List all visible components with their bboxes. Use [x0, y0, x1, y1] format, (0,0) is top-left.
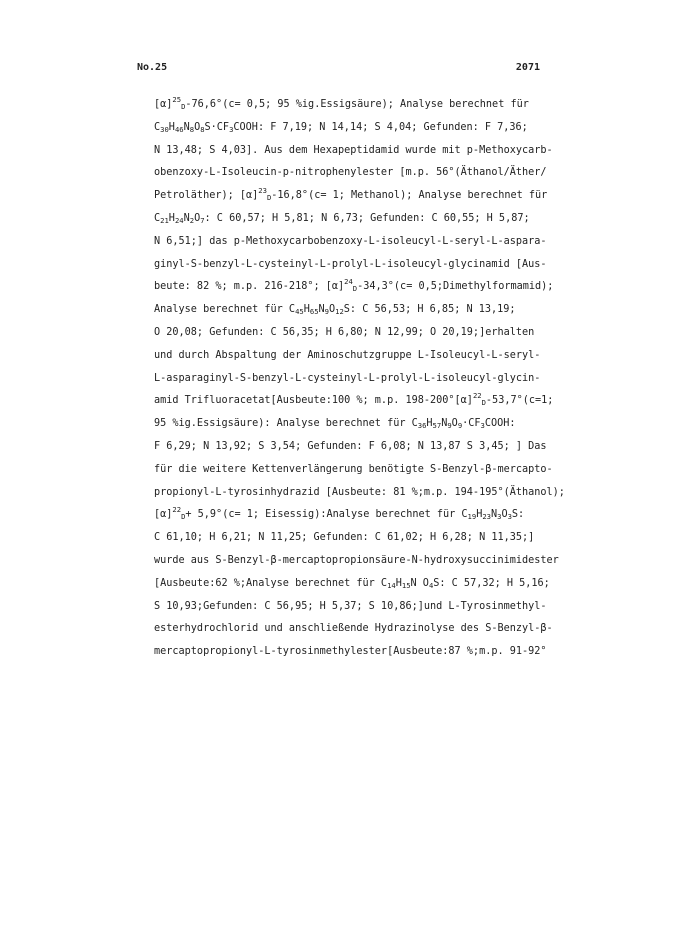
subscript: 45	[295, 307, 304, 317]
text-run: S:	[511, 509, 525, 521]
text-run: amid Trifluoracetat[Ausbeute:100 %; m.p. 198-200°[α]	[154, 395, 473, 407]
subscript: 3	[229, 124, 234, 134]
text-line	[154, 345, 554, 368]
text-line	[154, 413, 554, 436]
journal-issue-number: No.25	[137, 62, 168, 73]
text-line	[154, 117, 554, 140]
text-line	[154, 459, 554, 482]
subscript: D	[181, 102, 186, 111]
text-run: -16,8°(c= 1; Methanol); Analyse berechnet für	[271, 190, 548, 202]
text-run: O	[451, 418, 458, 430]
page-header	[137, 62, 540, 76]
text-run: wurde aus S-Benzyl-β-mercaptopropionsäure-N-hydroxysuccinimidester	[154, 554, 559, 566]
text-line	[154, 390, 554, 413]
text-run: + 5,9°(c= 1; Eisessig):Analyse berechnet für C	[185, 509, 468, 521]
text-line	[154, 573, 554, 596]
subscript: 12	[335, 307, 344, 317]
subscript: 9	[457, 421, 463, 431]
subscript: 2	[189, 215, 195, 225]
text-run: N O	[410, 577, 429, 589]
text-run: N	[183, 121, 190, 133]
text-line	[154, 299, 554, 322]
text-run: -76,6°(c= 0,5; 95 %ig.Essigsäure); Analyse berechnet für	[185, 99, 529, 110]
subscript: 8	[189, 124, 195, 134]
text-run: COOH:	[484, 418, 516, 430]
text-run: O	[194, 121, 201, 133]
text-run: N	[490, 509, 498, 521]
text-run: COOH: F 7,19; N 14,14; S 4,04; Gefunden: F 7,36;	[233, 121, 528, 133]
text-run: H	[303, 304, 310, 316]
text-run: S·CF	[204, 121, 230, 133]
subscript: D	[266, 193, 272, 203]
text-line	[154, 527, 554, 550]
superscript: 22	[172, 505, 182, 515]
superscript: 24	[344, 277, 353, 287]
subscript: D	[181, 512, 186, 522]
text-run: H	[426, 418, 433, 430]
text-run: ·CF	[462, 418, 481, 430]
superscript: 25	[172, 95, 182, 104]
subscript: 15	[401, 580, 411, 590]
text-run: für die weitere Kettenverlängerung benötigte S-Benzyl-β-mercapto-	[154, 463, 553, 475]
text-run: ginyl-S-benzyl-L-cysteinyl-L-prolyl-L-isoleucyl-glycinamid [Aus-	[154, 258, 547, 270]
text-run: 95 %ig.Essigsäure): Analyse berechnet für C	[154, 418, 418, 430]
text-run: L-asparaginyl-S-benzyl-L-cysteinyl-L-prolyl-L-isoleucyl-glycin-	[154, 372, 541, 384]
text-run: O	[501, 509, 508, 521]
subscript: 8	[200, 124, 205, 134]
text-run: O	[194, 212, 201, 224]
text-line	[154, 641, 554, 664]
text-run: S: C 56,53; H 6,85; N 13,19;	[343, 304, 516, 316]
text-run: -34,3°(c= 0,5;Dimethylformamid);	[357, 281, 554, 293]
text-run: C 61,10; H 6,21; N 11,25; Gefunden: C 61,02; H 6,28; N 11,35;]	[154, 532, 535, 544]
text-run: H	[476, 509, 483, 521]
superscript: 22	[472, 391, 482, 401]
subscript: 9	[447, 421, 452, 431]
text-run: -53,7°(c=1;	[485, 395, 554, 407]
text-run: Analyse berechnet für C	[154, 304, 296, 316]
text-run: H	[168, 121, 175, 133]
text-line	[154, 162, 554, 185]
subscript: 23	[482, 512, 491, 522]
subscript: 14	[387, 580, 396, 590]
subscript: 36	[417, 421, 427, 431]
text-run: H	[395, 577, 402, 589]
text-line	[154, 231, 554, 254]
text-run: [α]	[154, 509, 173, 521]
subscript: 7	[200, 215, 205, 225]
text-run: O 20,08; Gefunden: C 56,35; H 6,80; N 12,99; O 20,19;]erhalten	[154, 326, 535, 338]
subscript: 46	[174, 124, 184, 134]
text-run: C	[154, 121, 161, 133]
text-line	[154, 618, 554, 641]
text-line	[154, 436, 554, 459]
text-run: H	[168, 212, 175, 224]
text-run: N 6,51;] das p-Methoxycarbobenzoxy-L-isoleucyl-L-seryl-L-aspara-	[154, 235, 547, 247]
text-line	[154, 185, 554, 208]
body-text	[154, 94, 565, 664]
text-run: propionyl-L-tyrosinhydrazid [Ausbeute: 81 %;m.p. 194-195°(Äthanol);	[154, 486, 565, 498]
subscript: 57	[432, 421, 442, 431]
text-line	[154, 140, 554, 163]
text-line	[154, 322, 554, 345]
text-line	[154, 208, 554, 231]
text-line	[154, 504, 554, 527]
text-run: N	[441, 418, 448, 430]
text-line	[154, 482, 565, 505]
text-run: N	[183, 212, 190, 224]
subscript: 4	[428, 580, 434, 590]
text-run: F 6,29; N 13,92; S 3,54; Gefunden: F 6,08; N 13,87 S 3,45; ] Das	[154, 440, 547, 452]
text-run: S 10,93;Gefunden: C 56,95; H 5,37; S 10,86;]und L-Tyrosinmethyl-	[154, 600, 547, 612]
text-run: esterhydrochlorid und anschließende Hydrazinolyse des S-Benzyl-β-	[154, 623, 553, 635]
subscript: D	[352, 284, 358, 294]
text-run: C	[154, 212, 161, 224]
subscript: 3	[507, 512, 512, 522]
subscript: 24	[174, 215, 184, 225]
subscript: 19	[467, 512, 477, 522]
text-run: N 13,48; S 4,03]. Aus dem Hexapeptidamid wurde mit p-Methoxycarb-	[154, 144, 553, 156]
subscript: 21	[160, 215, 169, 225]
text-run: O	[329, 304, 336, 316]
subscript: D	[481, 398, 486, 408]
subscript: 3	[497, 512, 502, 522]
text-line	[154, 254, 554, 277]
text-run: [Ausbeute:62 %;Analyse berechnet für C	[154, 577, 388, 589]
subscript: 65	[309, 307, 319, 317]
text-run: und durch Abspaltung der Aminoschutzgruppe L-Isoleucyl-L-seryl-	[154, 349, 541, 361]
subscript: 3	[480, 421, 485, 431]
text-run: beute: 82 %; m.p. 216-218°; [α]	[154, 281, 345, 293]
text-run: [α]	[154, 99, 173, 110]
text-run: : C 60,57; H 5,81; N 6,73; Gefunden: C 60,55; H 5,87;	[204, 212, 530, 224]
subscript: 9	[324, 307, 329, 317]
text-run: obenzoxy-L-Isoleucin-p-nitrophenylester [m.p. 56°(Äthanol/Äther/	[154, 167, 547, 179]
text-line	[154, 596, 554, 619]
text-run: S: C 57,32; H 5,16;	[433, 577, 550, 589]
text-line	[154, 276, 554, 299]
subscript: 30	[160, 124, 169, 134]
superscript: 23	[258, 186, 267, 196]
page-number: 2071	[515, 62, 540, 73]
text-run: Petroläther); [α]	[154, 190, 259, 202]
text-line	[154, 368, 554, 391]
text-run: mercaptopropionyl-L-tyrosinmethylester[Ausbeute:87 %;m.p. 91-92°	[154, 646, 547, 658]
text-line	[154, 94, 554, 117]
text-run: N	[318, 304, 325, 316]
text-line	[154, 550, 559, 573]
